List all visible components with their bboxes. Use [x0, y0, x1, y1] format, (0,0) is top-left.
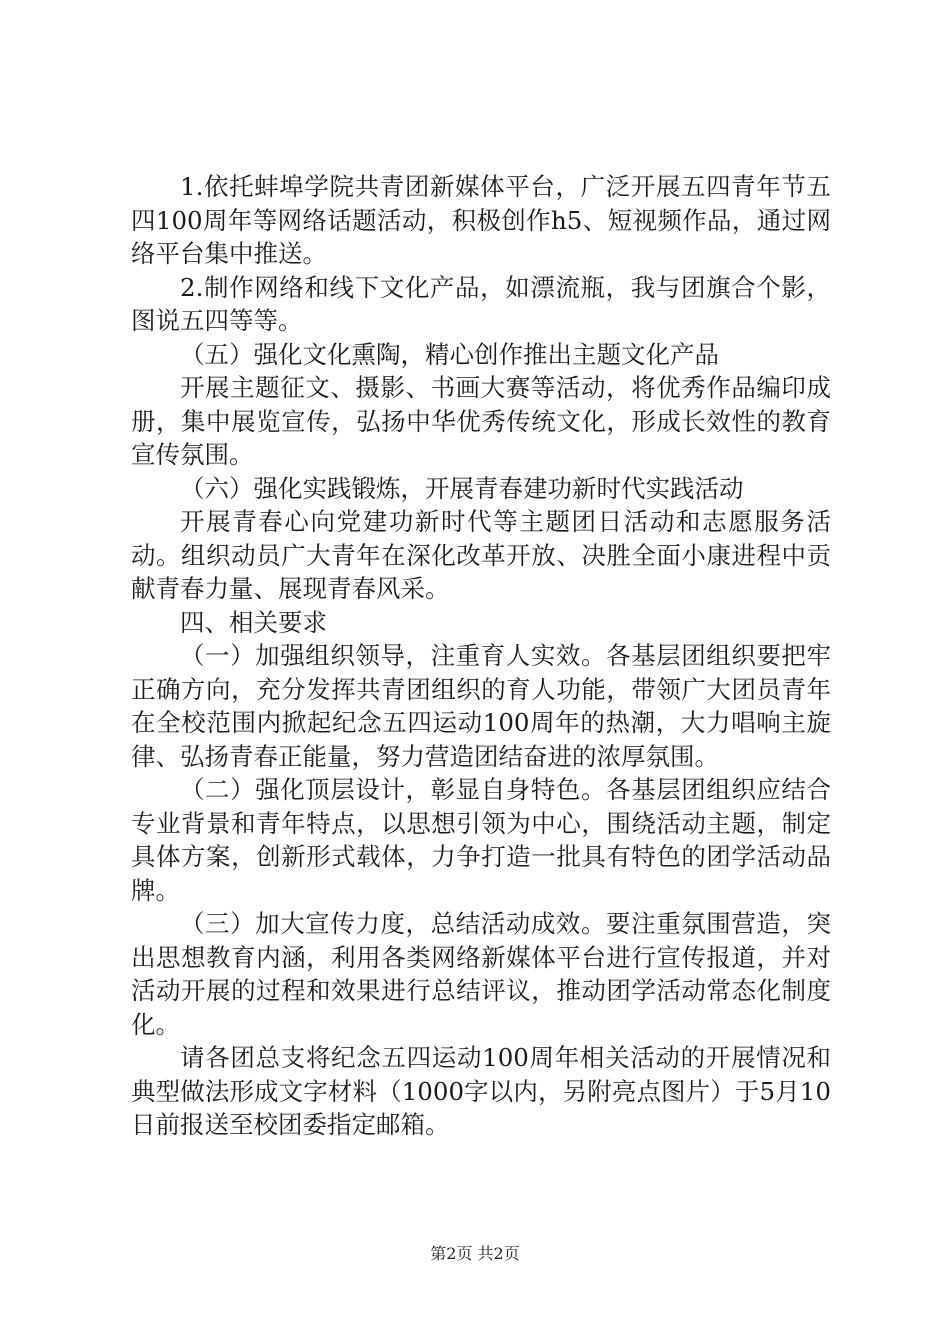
paragraph-section-6: 开展青春心向党建功新时代等主题团日活动和志愿服务活动。组织动员广大青年在深化改革开放、决胜全面小康进程中贡献青春力量、展现青春风采。: [131, 507, 831, 603]
closing-paragraph: 请各团总支将纪念五四运动100周年相关活动的开展情况和典型做法形成文字材料（1000字以内，另附亮点图片）于5月10日前报送至校团委指定邮箱。: [131, 1043, 831, 1139]
document-body: [131, 170, 831, 1142]
paragraph-section-5: 开展主题征文、摄影、书画大赛等活动，将优秀作品编印成册，集中展览宣传，弘扬中华优秀传统文化，形成长效性的教育宣传氛围。: [131, 373, 831, 469]
requirement-2: （二）强化顶层设计，彰显自身特色。各基层团组织应结合专业背景和青年特点，以思想引领为中心，围绕活动主题，制定具体方案，创新形式载体，力争打造一批具有特色的团学活动品牌。: [131, 775, 831, 905]
paragraph-item-2: 2.制作网络和线下文化产品，如漂流瓶，我与团旗合个影，图说五四等等。: [131, 272, 831, 335]
page-footer: 第2页 共2页: [430, 1244, 520, 1263]
requirement-1: （一）加强组织领导，注重育人实效。各基层团组织要把牢正确方向，充分发挥共青团组织的育人功能，带领广大团员青年在全校范围内掀起纪念五四运动100周年的热潮，大力唱响主旋律、弘扬青春正能量，努力营造团结奋进的浓厚氛围。: [131, 641, 831, 771]
section-heading-6: （六）强化实践锻炼，开展青春建功新时代实践活动: [180, 473, 744, 503]
requirement-3: （三）加大宣传力度，总结活动成效。要注重氛围营造，突出思想教育内涵，利用各类网络新媒体平台进行宣传报道，并对活动开展的过程和效果进行总结评议，推动团学活动常态化制度化。: [131, 909, 831, 1039]
chapter-heading-requirements: 四、相关要求: [180, 607, 327, 637]
paragraph-item-1: 1.依托蚌埠学院共青团新媒体平台，广泛开展五四青年节五四100周年等网络话题活动，积极创作h5、短视频作品，通过网络平台集中推送。: [131, 172, 831, 268]
section-heading-5: （五）强化文化熏陶，精心创作推出主题文化产品: [180, 339, 719, 369]
